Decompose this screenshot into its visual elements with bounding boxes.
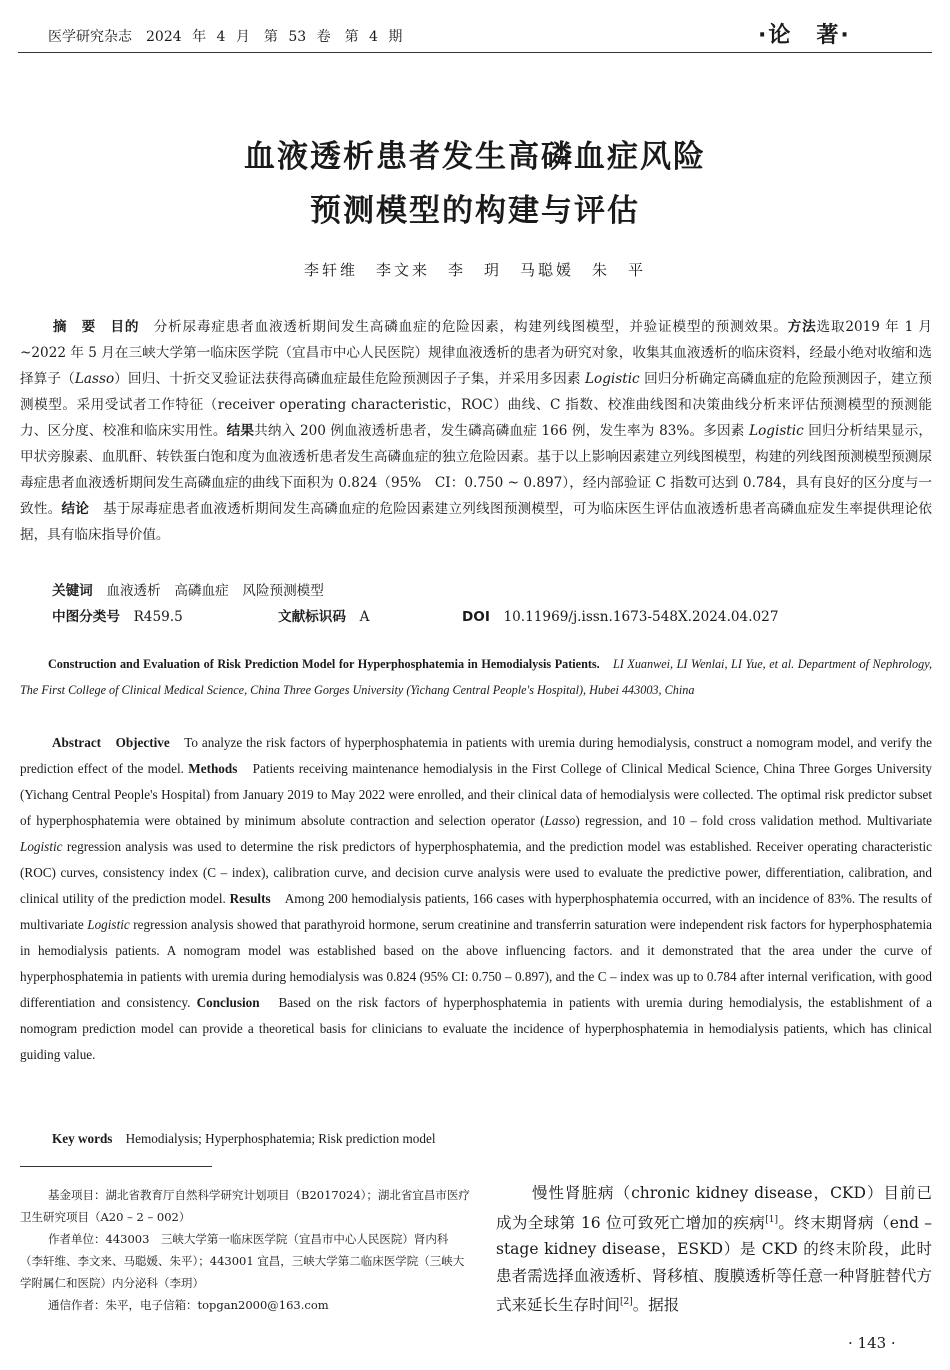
results-en-label: Results (229, 891, 271, 906)
clc-label: 中图分类号 (52, 609, 120, 625)
english-affiliation: Department of Nephrology, The First College of Clinical Medical Science, China Three Gorges University (Yichang Central People's Hospital), Hubei 443003, China (20, 657, 933, 697)
keywords-en-value: Hemodialysis; Hyperphosphatemia; Risk prediction model (125, 1131, 436, 1146)
keywords-en-label: Key words (52, 1131, 113, 1146)
doi-label: DOI (462, 609, 490, 625)
english-title-block (20, 651, 932, 703)
methods-en-text-b: ) regression, and 10 – fold cross validation method. Multivariate (575, 813, 932, 828)
lasso-en-term: Lasso (544, 813, 576, 828)
methods-text-a: 选取2019 年 1 月 ~2022 年 5 月在三峡大学第一临床医学院（宜昌市中心人民医院）规律血液透析的患者为研究对象，收集其血液透析的临床资料，经最小绝对收缩和选择算子（ (20, 319, 933, 387)
journal-header: 医学研究杂志 2024 年 4 月 第 53 卷 第 4 期 (48, 29, 403, 45)
methods-en-text-a: Patients receiving maintenance hemodialysis in the First College of Clinical Medical Science, China Three Gorges University (Yichang Central People's Hospital) from January 2019 to May 2022 were enrolled, and their clinical data of hemodialysis were collected. The optimal risk predictor subset of hyperphosphatemia were obtained by minimum absolute contraction and selection operator ( (20, 761, 933, 828)
keywords-label: 关键词 (52, 583, 93, 599)
keywords-cn (52, 578, 324, 604)
footnote-affiliation: 作者单位：443003 三峡大学第一临床医学院（宜昌市中心人民医院）肾内科（李轩维、李文来、马聪媛、朱平）；443001 宜昌，三峡大学第二临床医学院（三峡大学附属仁和医院）内分泌科（李玥） (20, 1232, 465, 1290)
body-text-a: 慢性肾脏病（chronic kidney disease，CKD）目前已成为全球第 16 位可致死亡增加的疾病 (496, 1184, 932, 1232)
page-number: · 143 · (848, 1334, 896, 1352)
citation-ref[interactable]: [1] (765, 1214, 778, 1225)
doc-code-label: 文献标识码 (278, 609, 346, 625)
conclusion-en-text: Based on the risk factors of hyperphosphatemia in patients with uremia during hemodialysis, the establishment of a nomogram prediction model can provide a theoretical basis for clinicians to evaluate the incidence of hyperphosphatemia in hemodialysis patients, which has clinical guiding value. (20, 995, 932, 1062)
methods-label: 方法 (787, 319, 817, 335)
footnote-fund: 基金项目：湖北省教育厅自然科学研究计划项目（B2017024）；湖北省宜昌市医疗卫生研究项目（A20 – 2 – 002） (20, 1188, 470, 1224)
abstract-en-label: Abstract (52, 735, 102, 750)
footnote-correspondence: 通信作者：朱平，电子信箱：topgan2000@163.com (48, 1298, 329, 1312)
section-label: ·论 著· (758, 23, 851, 48)
lasso-term: Lasso (74, 371, 115, 387)
conclusion-text: 基于尿毒症患者血液透析期间发生高磷血症的危险因素建立列线图预测模型，可为临床医生评估血液透析患者高磷血症发生率提供理论依据，具有临床指导价值。 (20, 501, 933, 543)
results-text-b: 回归分析结果显示，甲状旁腺素、血肌酐、转铁蛋白饱和度为血液透析患者发生高磷血症的独立危险因素。基于以上影响因素建立列线图模型，构建的列线图预测模型预测尿毒症患者血液透析期间发生高磷血症的曲线下面积为 0.824（95% CI：0.750 ~ 0.897），经内部验证 C 指数可达到 0.784，具有良好的区分度与一致性。 (20, 423, 933, 517)
header-rule (18, 52, 932, 53)
logistic-en-term: Logistic (20, 839, 63, 854)
results-text-a: 共纳入 200 例血液透析患者，发生磷高磷血症 166 例，发生率为 83%。多因素 (254, 423, 750, 439)
title-line-2: 预测模型的构建与评估 (310, 193, 640, 229)
logistic-term: Logistic (749, 423, 804, 439)
keywords-value: 血液透析 高磷血症 风险预测模型 (106, 583, 324, 599)
objective-en-label: Objective (115, 735, 170, 750)
english-authors: LI Xuanwei, LI Wenlai, LI Yue, et al. (612, 657, 795, 671)
doi-value: 10.11969/j.issn.1673-548X.2024.04.027 (503, 609, 779, 625)
logistic-term: Logistic (585, 371, 640, 387)
doc-code-value: A (359, 609, 370, 625)
results-en-text-a: Among 200 hemodialysis patients, 166 cases with hyperphosphatemia occurred, with an incidence of 83%. The results of multivariate (20, 891, 933, 932)
citation-ref[interactable]: [2] (620, 1297, 633, 1308)
methods-text-b: ）回归、十折交叉验证法获得高磷血症最佳危险预测因子子集，并采用多因素 (114, 371, 585, 387)
abstract-en (20, 730, 932, 1068)
clc-row (52, 604, 183, 630)
keywords-en (20, 1126, 932, 1152)
footnote-rule (20, 1166, 212, 1167)
doc-code-row (278, 604, 369, 630)
body-paragraph (496, 1180, 932, 1319)
clc-value: R459.5 (133, 609, 183, 625)
methods-text-c: 回归分析确定高磷血症的危险预测因子，建立预测模型。采用受试者工作特征（receiver operating characteristic，ROC）曲线、C 指数、校准曲线图和决策曲线分析来评估预测模型的预测能力、区分度、校准和临床实用性。 (20, 371, 932, 439)
doi-row (462, 604, 778, 630)
abstract-cn (20, 314, 932, 548)
results-label: 结果 (226, 423, 255, 439)
title-line-1: 血液透析患者发生高磷血症风险 (244, 139, 706, 175)
methods-en-text-c: regression analysis was used to determine the risk predictors of hyperphosphatemia, and the prediction model was established. Receiver operating characteristic (ROC) curves, consistency index (C – index), calibration curve, and decision curve analysis were used to evaluate the predictive power, differentiation, calibration, and clinical utility of the prediction model. (20, 839, 932, 906)
authors: 李轩维 李文来 李 玥 马聪媛 朱 平 (303, 261, 646, 279)
conclusion-label: 结论 (61, 501, 90, 517)
objective-en-text: To analyze the risk factors of hyperphosphatemia in patients with uremia during hemodialysis, construct a nomogram model, and verify the prediction effect of the model. (20, 735, 933, 776)
results-en-text-b: regression analysis showed that parathyroid hormone, serum creatinine and transferrin saturation were independent risk factors for hyperphosphatemia in hemodialysis patients. A nomogram model was established based on the above influencing factors. and it demonstrated that the area under the curve of hyperphosphatemia in patients with uremia during hemodialysis was 0.824 (95% CI: 0.750 – 0.897), and the C – index was up to 0.784 after internal verification, with good differentiation and consistency. (20, 917, 932, 1010)
objective-label: 目的 (110, 319, 140, 335)
objective-text: 分析尿毒症患者血液透析期间发生高磷血症的危险因素，构建列线图模型，并验证模型的预测效果。 (139, 319, 788, 335)
body-text-b: 。终末期肾病（end – stage kidney disease，ESKD）是 CKD 的终末阶段，此时患者需选择血液透析、肾移植、腹膜透析等任意一种肾脏替代方式来延长生存时间 (496, 1213, 932, 1315)
body-text-c: 。据报 (632, 1296, 680, 1315)
english-title: Construction and Evaluation of Risk Prediction Model for Hyperphosphatemia in Hemodialysis Patients. (48, 657, 600, 671)
logistic-en-term: Logistic (87, 917, 130, 932)
methods-en-label: Methods (188, 761, 238, 776)
conclusion-en-label: Conclusion (196, 995, 260, 1010)
abstract-label: 摘 要 (52, 319, 97, 335)
